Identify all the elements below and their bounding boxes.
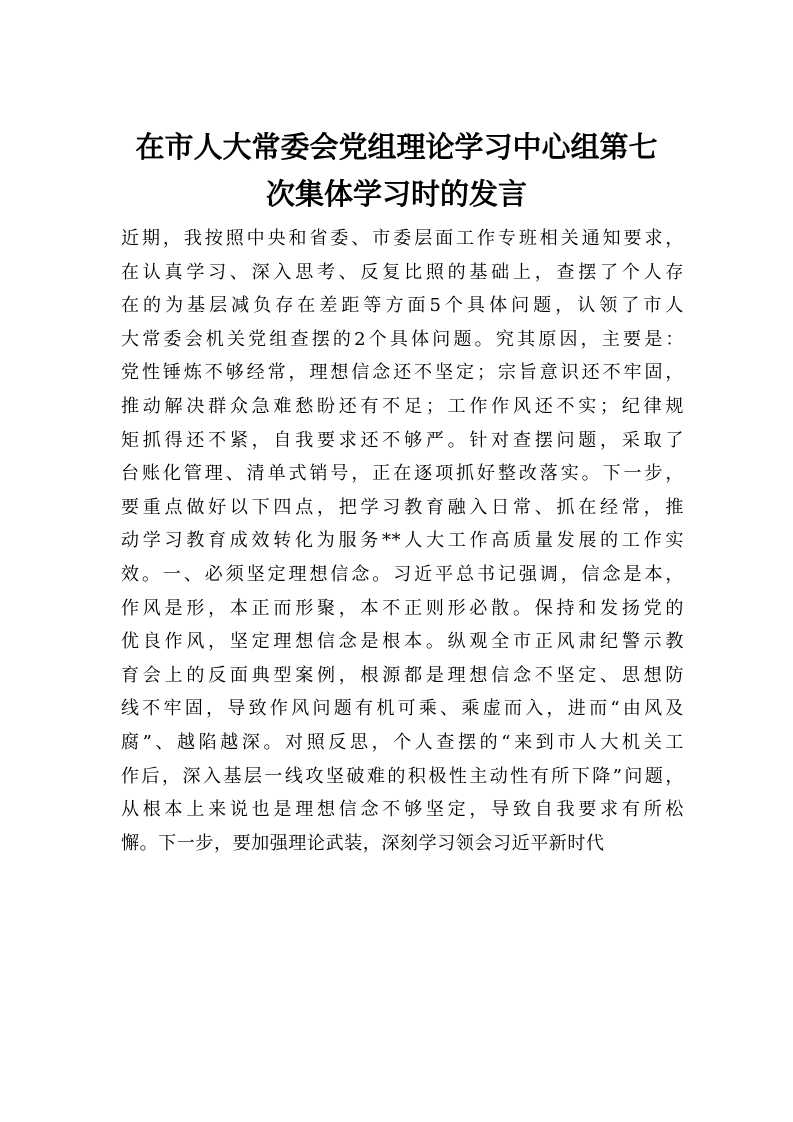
body-line: 从根本上来说也是理想信念不够坚定，导致自我要求有所松 (121, 799, 684, 821)
body-line: 优良作风，坚定理想信念是根本。纵观全市正风肃纪警示教 (121, 631, 684, 653)
body-line: 推动解决群众急难愁盼还有不足；工作作风还不实；纪律规 (121, 395, 684, 417)
body-line: 效。一、必须坚定理想信念。习近平总书记强调，信念是本， (121, 563, 684, 585)
body-line: 作风是形，本正而形聚，本不正则形必散。保持和发扬党的 (121, 597, 684, 619)
body-line: 党性锤炼不够经常，理想信念还不坚定；宗旨意识还不牢固， (121, 362, 684, 384)
body-line: 腐”、越陷越深。对照反思，个人查摆的“来到市人大机关工 (121, 731, 684, 753)
body-line: 线不牢固，导致作风问题有机可乘、乘虚而入，进而“由风及 (121, 698, 684, 720)
body-line: 在的为基层减负存在差距等方面5个具体问题，认领了市人 (121, 295, 684, 317)
title-line: 在市人大常委会党组理论学习中心组第七 (135, 130, 658, 164)
body-line: 动学习教育成效转化为服务**人大工作高质量发展的工作实 (121, 530, 684, 552)
title-line: 次集体学习时的发言 (265, 177, 527, 211)
body-line: 台账化管理、清单式销号，正在逐项抓好整改落实。下一步， (121, 463, 684, 485)
body-line: 要重点做好以下四点，把学习教育融入日常、抓在经常，推 (121, 496, 684, 518)
body-line: 近期，我按照中央和省委、市委层面工作专班相关通知要求， (121, 228, 684, 249)
body-line: 矩抓得还不紧，自我要求还不够严。针对查摆问题，采取了 (121, 429, 684, 451)
body-line: 在认真学习、深入思考、反复比照的基础上，查摆了个人存 (121, 261, 684, 283)
document-title (96, 124, 697, 218)
body-line: 育会上的反面典型案例，根源都是理想信念不坚定、思想防 (121, 664, 684, 686)
body-paragraph (121, 222, 684, 860)
body-line: 大常委会机关党组查摆的2个具体问题。究其原因，主要是： (121, 328, 684, 350)
body-line: 作后，深入基层一线攻坚破难的积极性主动性有所下降”问题， (121, 765, 684, 787)
body-line: 懈。下一步，要加强理论武装，深刻学习领会习近平新时代 (121, 832, 605, 854)
